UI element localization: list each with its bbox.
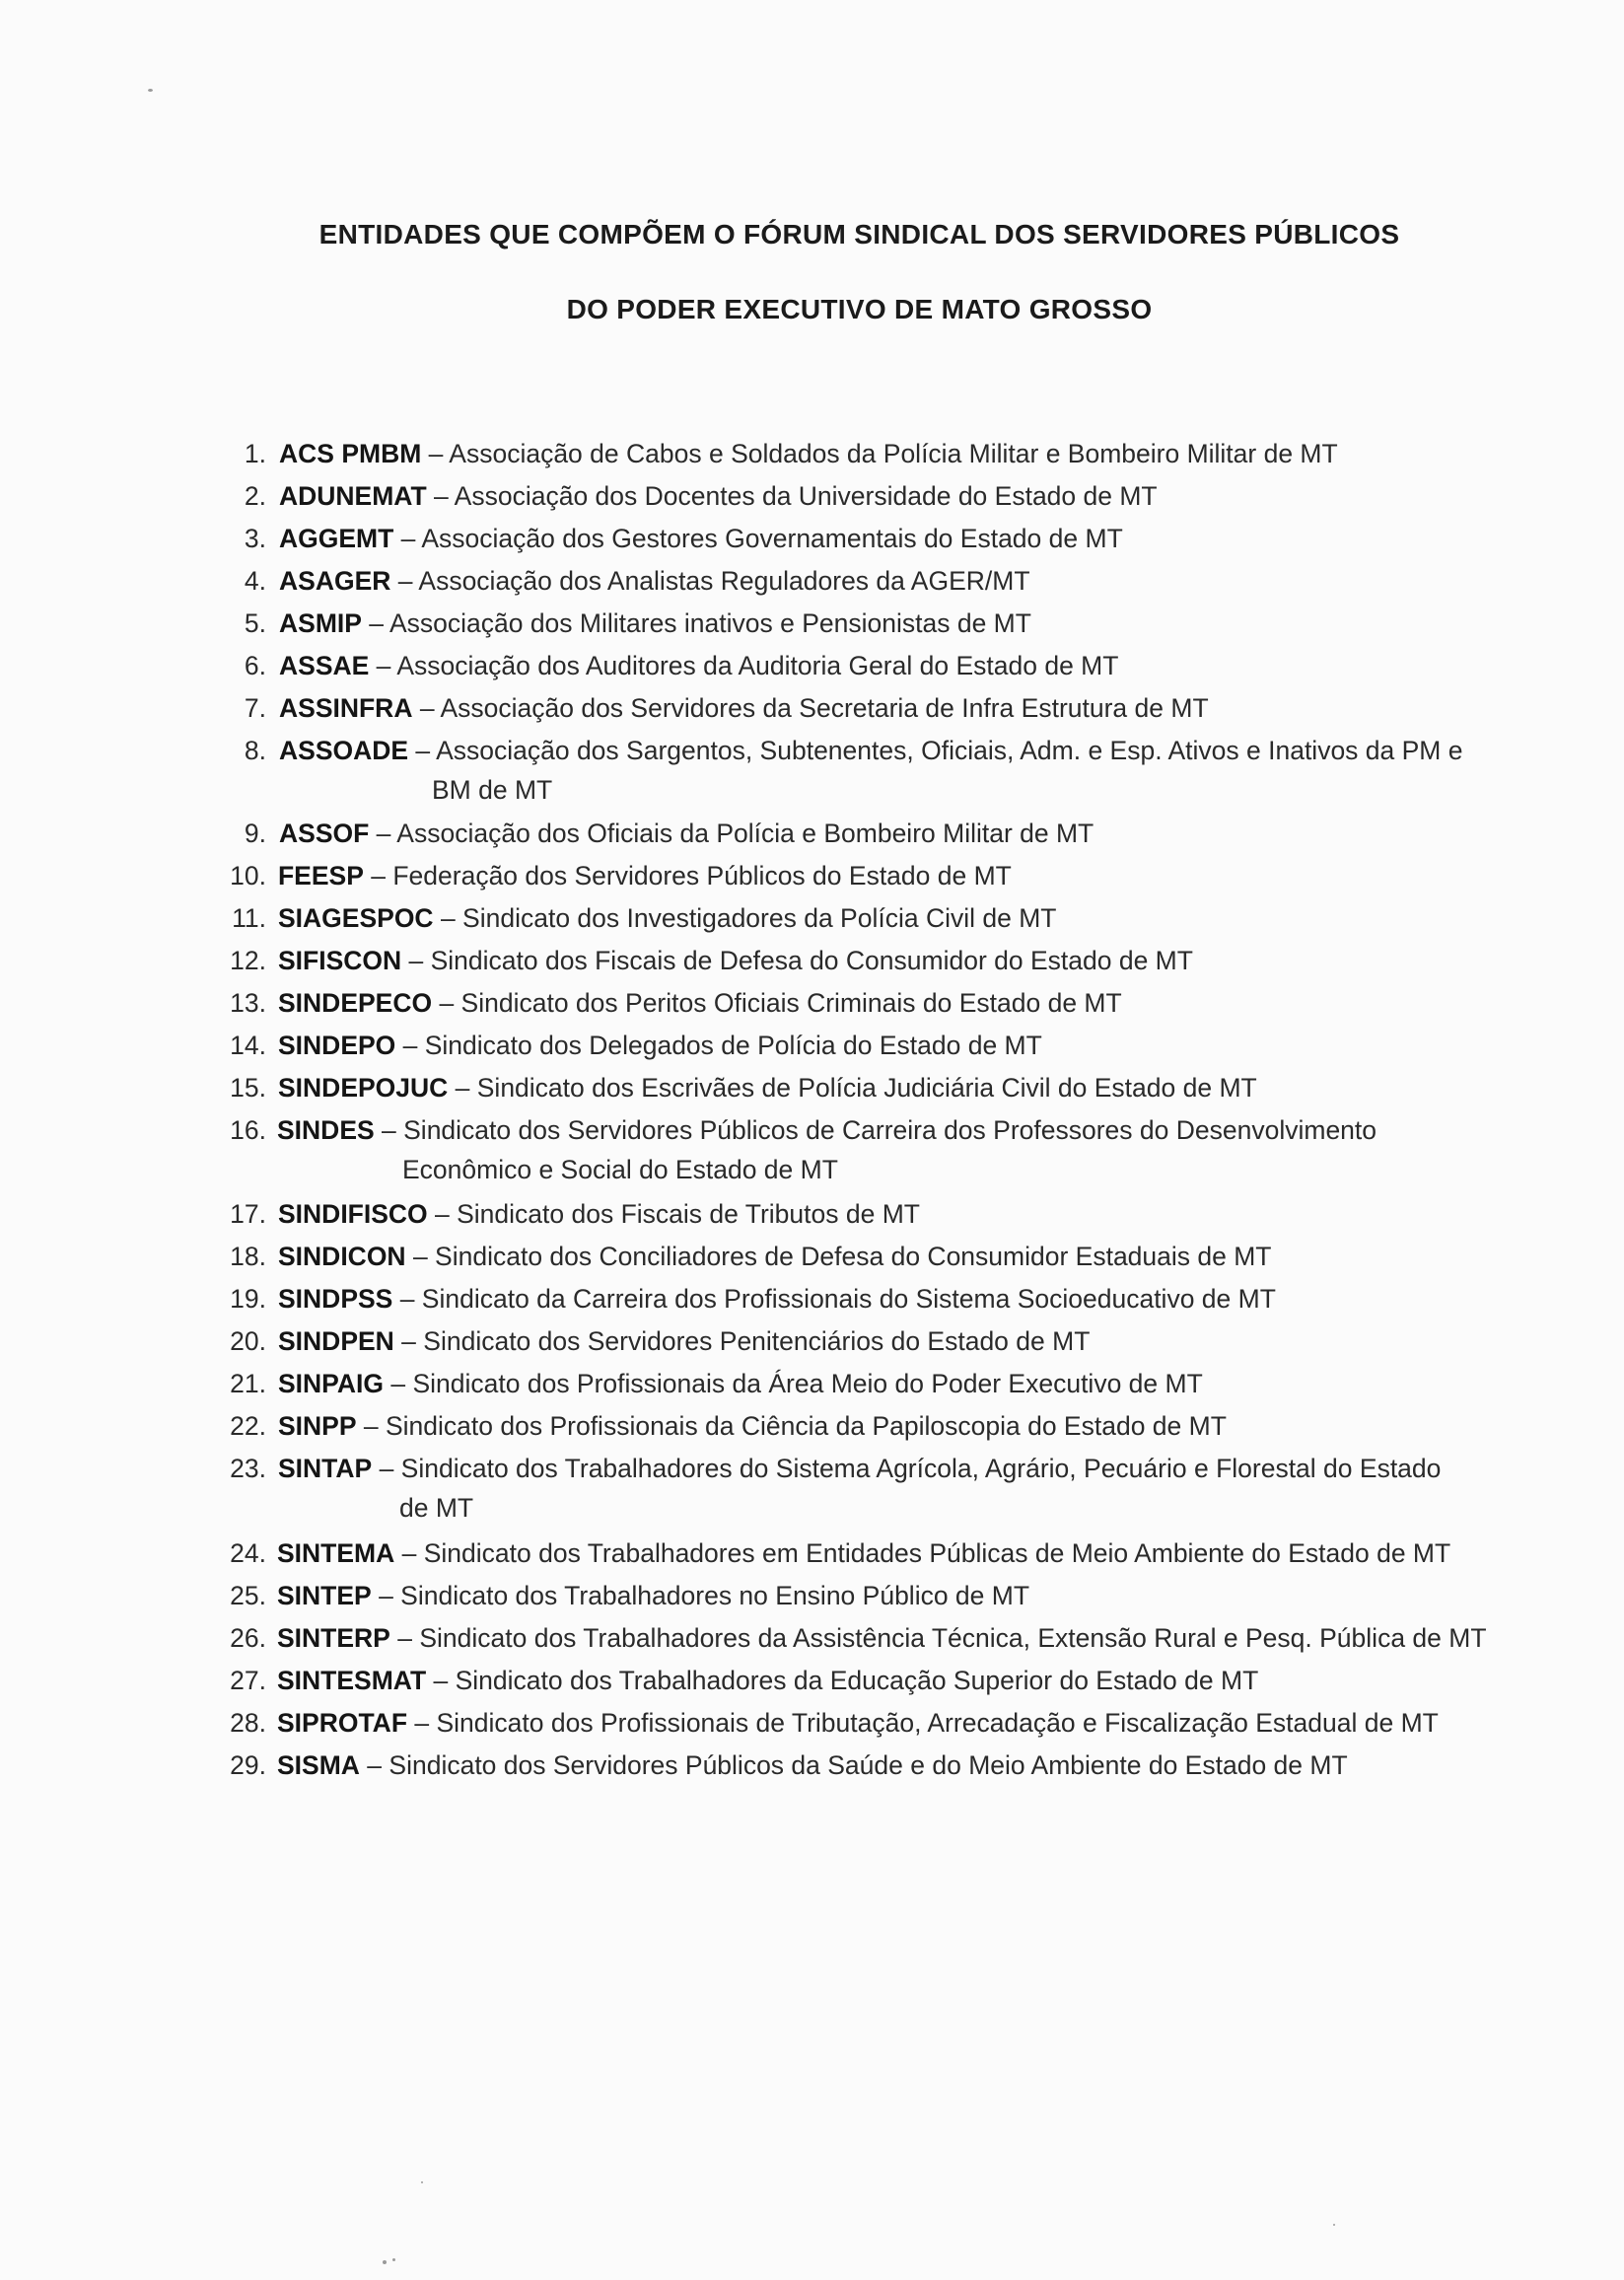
entity-acronym: SINTEMA bbox=[277, 1538, 395, 1568]
list-item-number: 2. bbox=[244, 481, 266, 511]
list-item-text bbox=[277, 1110, 1377, 1150]
entity-description: – Associação dos Militares inativos e Pensionistas de MT bbox=[361, 608, 1031, 638]
list-item-number: 28. bbox=[230, 1708, 266, 1738]
entity-description: – Sindicato dos Escrivães de Polícia Judiciária Civil do Estado de MT bbox=[448, 1073, 1257, 1103]
list-item-number: 16. bbox=[230, 1115, 266, 1145]
entity-acronym: ASAGER bbox=[279, 566, 391, 596]
list-item-number: 22. bbox=[230, 1411, 266, 1441]
list-item-number: 11. bbox=[232, 903, 266, 933]
list-item-number: 12. bbox=[230, 946, 266, 975]
entity-acronym: SINTAP bbox=[278, 1454, 373, 1483]
entity-acronym: ASSOF bbox=[279, 819, 370, 848]
document-title-line-2: DO PODER EXECUTIVO DE MATO GROSSO bbox=[566, 294, 1153, 324]
entity-description: – Associação dos Oficiais da Polícia e Bombeiro Militar de MT bbox=[369, 819, 1094, 848]
list-item-text bbox=[277, 1746, 1348, 1785]
entity-description: – Sindicato dos Trabalhadores em Entidades Públicas de Meio Ambiente do Estado de MT bbox=[394, 1538, 1451, 1568]
entity-description-continuation: de MT bbox=[399, 1493, 474, 1523]
entity-acronym: ASSOADE bbox=[279, 736, 409, 765]
list-item-number: 26. bbox=[230, 1623, 266, 1653]
scan-speck bbox=[421, 2181, 423, 2183]
list-item-text bbox=[278, 898, 1056, 938]
entity-description: – Associação dos Servidores da Secretaria de Infra Estrutura de MT bbox=[412, 693, 1209, 723]
list-item-number: 24. bbox=[230, 1538, 266, 1568]
list-item-number: 4. bbox=[244, 566, 266, 596]
list-item-number: 9. bbox=[244, 819, 266, 848]
entity-description: – Sindicato dos Servidores Públicos da Saúde e do Meio Ambiente do Estado de MT bbox=[359, 1750, 1348, 1780]
entity-description: – Associação dos Analistas Reguladores da AGER/MT bbox=[390, 566, 1030, 596]
list-item-number: 17. bbox=[230, 1199, 266, 1229]
list-item-text bbox=[278, 1237, 1272, 1276]
list-item-text bbox=[279, 476, 1158, 516]
entity-description: – Sindicato dos Profissionais da Ciência da Papiloscopia do Estado de MT bbox=[356, 1411, 1227, 1441]
list-item-text bbox=[277, 1618, 1487, 1658]
list-item-number: 25. bbox=[230, 1581, 266, 1610]
list-item-text bbox=[278, 941, 1193, 980]
entity-acronym: SINDICON bbox=[278, 1242, 406, 1271]
list-item-text bbox=[278, 1279, 1276, 1318]
entity-acronym: SISMA bbox=[277, 1750, 360, 1780]
list-item-number: 7. bbox=[244, 693, 266, 723]
list-item-text bbox=[279, 688, 1209, 728]
entity-acronym: ASSINFRA bbox=[279, 693, 413, 723]
list-item-number: 23. bbox=[230, 1454, 266, 1483]
document-title-line-1: ENTIDADES QUE COMPÕEM O FÓRUM SINDICAL DOS SERVIDORES PÚBLICOS bbox=[318, 219, 1400, 249]
list-item-text bbox=[278, 1194, 920, 1234]
entity-acronym: SINDEPO bbox=[278, 1031, 396, 1060]
entity-acronym: ASMIP bbox=[279, 608, 362, 638]
list-item-text bbox=[279, 814, 1094, 853]
entity-description-continuation: Econômico e Social do Estado de MT bbox=[402, 1155, 838, 1184]
list-item-text bbox=[279, 604, 1031, 643]
list-item-text bbox=[278, 1406, 1227, 1446]
entity-description: – Sindicato dos Conciliadores de Defesa do Consumidor Estaduais de MT bbox=[405, 1242, 1272, 1271]
scan-speck bbox=[1333, 2224, 1335, 2226]
list-item-number: 8. bbox=[244, 736, 266, 765]
entity-acronym: ASSAE bbox=[279, 651, 370, 680]
entity-acronym: SINDIFISCO bbox=[278, 1199, 428, 1229]
entity-acronym: SINTERP bbox=[277, 1623, 390, 1653]
list-item-text bbox=[278, 856, 1012, 895]
entity-description: – Sindicato dos Fiscais de Tributos de MT bbox=[427, 1199, 920, 1229]
entity-description: – Sindicato dos Investigadores da Polícia Civil de MT bbox=[433, 903, 1057, 933]
list-item-text bbox=[278, 1321, 1090, 1361]
list-item-text bbox=[279, 646, 1118, 685]
entity-acronym: FEESP bbox=[278, 861, 364, 891]
scan-speck bbox=[383, 2260, 387, 2264]
list-item-text bbox=[277, 1576, 1029, 1615]
list-item-number: 18. bbox=[230, 1242, 266, 1271]
list-item-text bbox=[278, 1026, 1042, 1065]
list-item-number: 14. bbox=[230, 1031, 266, 1060]
entity-acronym: SINDPEN bbox=[278, 1326, 394, 1356]
list-item-text bbox=[278, 983, 1122, 1023]
list-item-text bbox=[278, 1068, 1257, 1107]
list-item-number: 13. bbox=[230, 988, 266, 1018]
entity-description: – Federação dos Servidores Públicos do Estado de MT bbox=[363, 861, 1012, 891]
entity-acronym: SINDEPECO bbox=[278, 988, 433, 1018]
list-item-number: 1. bbox=[244, 439, 266, 468]
entity-description: – Sindicato dos Trabalhadores do Sistema Agrícola, Agrário, Pecuário e Florestal do Estado bbox=[372, 1454, 1442, 1483]
list-item-text bbox=[277, 1703, 1439, 1743]
entity-description-continuation: BM de MT bbox=[432, 775, 553, 805]
entity-description: – Associação de Cabos e Soldados da Polícia Militar e Bombeiro Militar de MT bbox=[421, 439, 1338, 468]
scan-speck bbox=[148, 89, 153, 92]
entity-description: – Sindicato dos Trabalhadores da Assistência Técnica, Extensão Rural e Pesq. Pública de MT bbox=[389, 1623, 1487, 1653]
entity-acronym: ACS PMBM bbox=[279, 439, 422, 468]
list-item-text bbox=[279, 561, 1030, 601]
scan-speck bbox=[392, 2258, 395, 2261]
entity-description: – Sindicato dos Servidores Penitenciários do Estado de MT bbox=[393, 1326, 1091, 1356]
list-item-text bbox=[279, 731, 1462, 770]
list-item-number: 15. bbox=[230, 1073, 266, 1103]
entity-description: – Sindicato da Carreira dos Profissionais do Sistema Socioeducativo de MT bbox=[392, 1284, 1276, 1314]
list-item-number: 21. bbox=[230, 1369, 266, 1398]
entity-acronym: ADUNEMAT bbox=[279, 481, 427, 511]
list-item-number: 27. bbox=[230, 1666, 266, 1695]
entity-acronym: SINTESMAT bbox=[277, 1666, 427, 1695]
list-item-text bbox=[278, 1449, 1441, 1488]
entity-acronym: SINDES bbox=[277, 1115, 375, 1145]
list-item-number: 5. bbox=[244, 608, 266, 638]
entity-description: – Sindicato dos Peritos Oficiais Criminais do Estado de MT bbox=[432, 988, 1122, 1018]
entity-acronym: SINDPSS bbox=[278, 1284, 393, 1314]
list-item-number: 29. bbox=[230, 1750, 266, 1780]
entity-description: – Associação dos Docentes da Universidade do Estado de MT bbox=[426, 481, 1158, 511]
entity-acronym: AGGEMT bbox=[279, 524, 394, 553]
entity-description: – Associação dos Sargentos, Subtenentes, Oficiais, Adm. e Esp. Ativos e Inativos da PM e bbox=[408, 736, 1463, 765]
entity-acronym: SINTEP bbox=[277, 1581, 372, 1610]
list-item-text bbox=[279, 434, 1338, 473]
entity-description: – Associação dos Gestores Governamentais do Estado de MT bbox=[393, 524, 1123, 553]
entity-description: – Sindicato dos Delegados de Polícia do Estado de MT bbox=[395, 1031, 1042, 1060]
list-item-number: 6. bbox=[244, 651, 266, 680]
list-item-text bbox=[277, 1661, 1258, 1700]
entity-acronym: SINPP bbox=[278, 1411, 357, 1441]
list-item-number: 10. bbox=[230, 861, 266, 891]
entity-acronym: SIAGESPOC bbox=[278, 903, 434, 933]
list-item-text bbox=[277, 1533, 1450, 1573]
entity-acronym: SIPROTAF bbox=[277, 1708, 408, 1738]
list-item-text bbox=[279, 519, 1123, 558]
entity-description: – Sindicato dos Trabalhadores da Educação Superior do Estado de MT bbox=[426, 1666, 1259, 1695]
list-item-text bbox=[278, 1364, 1203, 1403]
entity-description: – Sindicato dos Servidores Públicos de Carreira dos Professores do Desenvolvimento bbox=[374, 1115, 1377, 1145]
entity-description: – Sindicato dos Trabalhadores no Ensino Público de MT bbox=[371, 1581, 1030, 1610]
list-item-number: 20. bbox=[230, 1326, 266, 1356]
entity-description: – Sindicato dos Fiscais de Defesa do Consumidor do Estado de MT bbox=[401, 946, 1193, 975]
entity-acronym: SINPAIG bbox=[278, 1369, 384, 1398]
list-item-number: 3. bbox=[244, 524, 266, 553]
entity-description: – Sindicato dos Profissionais de Tributação, Arrecadação e Fiscalização Estadual de MT bbox=[407, 1708, 1439, 1738]
entity-acronym: SINDEPOJUC bbox=[278, 1073, 449, 1103]
entity-description: – Associação dos Auditores da Auditoria Geral do Estado de MT bbox=[369, 651, 1119, 680]
entity-description: – Sindicato dos Profissionais da Área Meio do Poder Executivo de MT bbox=[384, 1369, 1203, 1398]
list-item-number: 19. bbox=[230, 1284, 266, 1314]
entity-acronym: SIFISCON bbox=[278, 946, 402, 975]
